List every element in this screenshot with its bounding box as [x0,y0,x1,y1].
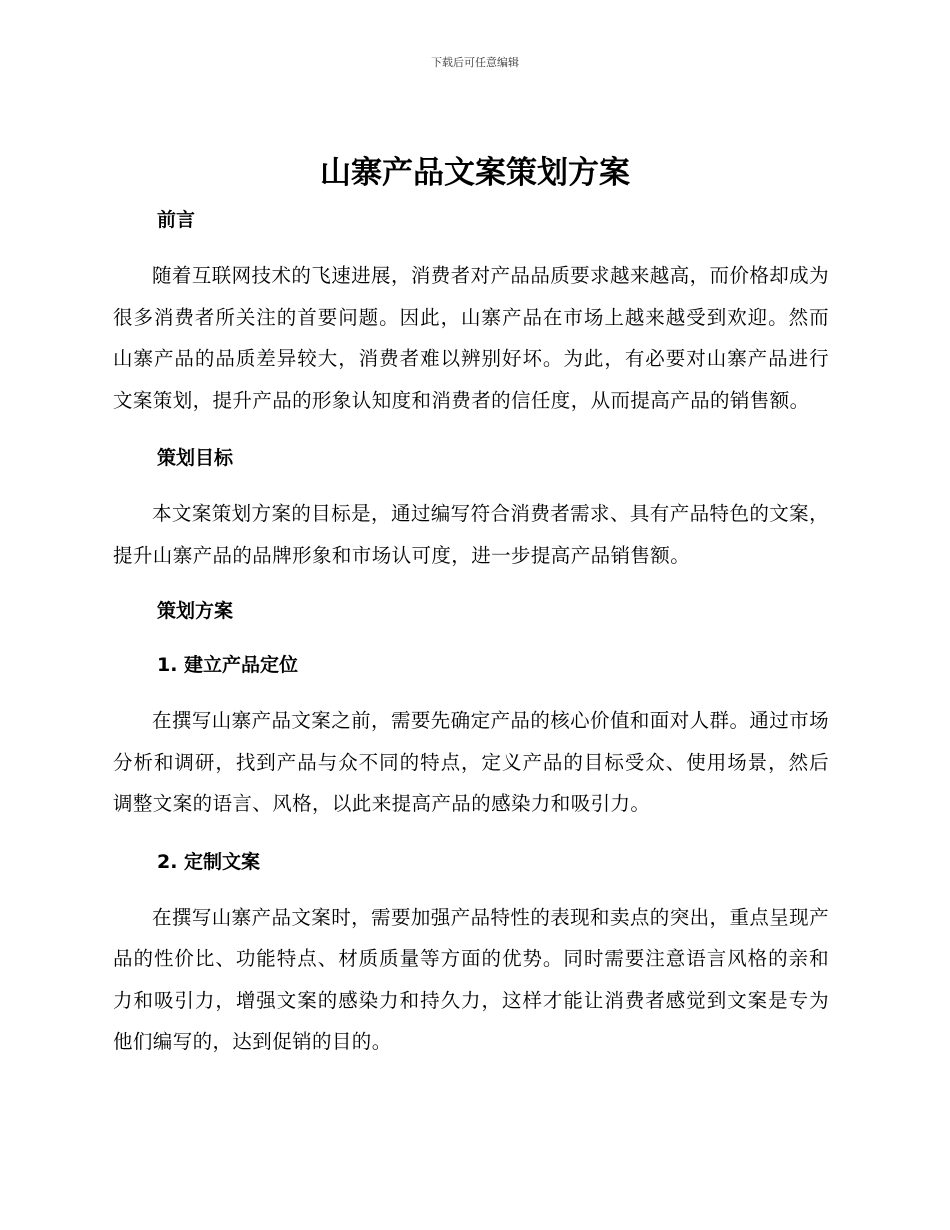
document-body [113,200,829,1063]
paragraph-goal: 本文案策划方案的目标是，通过编写符合消费者需求、具有产品特色的文案，提升山寨产品的品牌形象和市场认可度，进一步提高产品销售额。 [113,502,829,567]
paragraph-custom-copy: 在撰写山寨产品文案时，需要加强产品特性的表现和卖点的突出，重点呈现产品的性价比、功能特点、材质质量等方面的优势。同时需要注意语言风格的亲和力和吸引力，增强文案的感染力和持久力，这样才能让消费者感觉到文案是专为他们编写的，达到促销的目的。 [113,905,829,1053]
subsection-heading-custom-copy: 2. 定制文案 [157,850,261,873]
subsection-heading-positioning: 1. 建立产品定位 [157,654,299,676]
document-title: 山寨产品文案策划方案 [320,155,630,191]
section-heading-goal: 策划目标 [157,447,234,469]
section-heading-plan: 策划方案 [157,600,234,622]
section-heading-preface: 前言 [157,209,196,231]
paragraph-positioning: 在撰写山寨产品文案之前，需要先确定产品的核心价值和面对人群。通过市场分析和调研，找到产品与众不同的特点，定义产品的目标受众、使用场景，然后调整文案的语言、风格，以此来提高产品的感染力和吸引力。 [113,709,829,815]
paragraph-preface: 随着互联网技术的飞速进展，消费者对产品品质要求越来越高，而价格却成为很多消费者所关注的首要问题。因此，山寨产品在市场上越来越受到欢迎。然而山寨产品的品质差异较大，消费者难以辨别好坏。为此，有必要对山寨产品进行文案策划，提升产品的形象认知度和消费者的信任度，从而提高产品的销售额。 [113,264,829,412]
page-header-note: 下载后可任意编辑 [431,56,519,69]
